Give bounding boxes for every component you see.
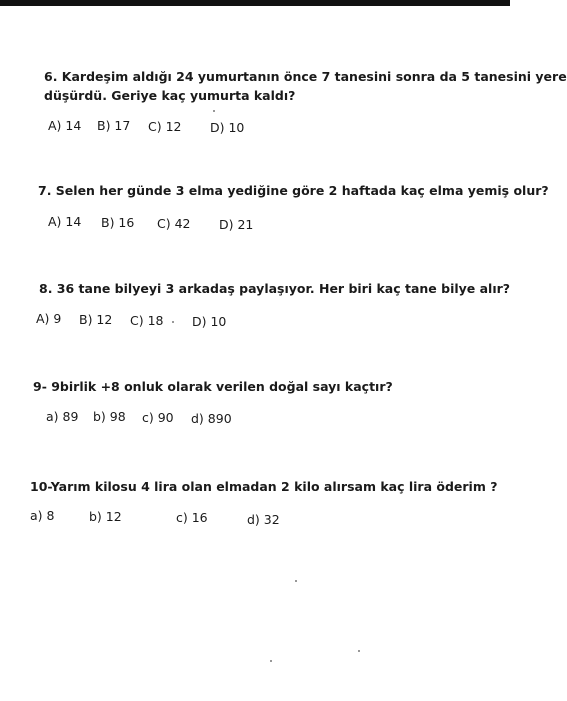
question-8-option-a: A) 9 [36,311,62,326]
scan-speck [270,660,272,662]
question-10-text: 10-Yarım kilosu 4 lira olan elmadan 2 kilo alırsam kaç lira öderim ? [30,479,498,494]
scan-speck [172,321,174,323]
scan-speck [358,650,360,652]
question-7-option-b: B) 16 [101,215,135,230]
scan-speck [295,580,297,582]
question-6-option-c: C) 12 [148,119,182,134]
question-9-option-c: c) 90 [142,410,174,425]
scan-speck [213,110,215,112]
question-9-option-b: b) 98 [93,409,126,424]
question-6-option-d: D) 10 [210,120,245,135]
question-6-line-2: düşürdü. Geriye kaç yumurta kaldı? [44,88,296,103]
question-10-option-b: b) 12 [89,509,122,524]
question-8-text: 8. 36 tane bilyeyi 3 arkadaş paylaşıyor. Her biri kaç tane bilye alır? [39,281,511,296]
scan-top-edge [0,0,510,6]
question-6-option-b: B) 17 [97,118,131,133]
question-10-option-a: a) 8 [30,508,55,523]
question-7-option-c: C) 42 [157,216,191,231]
question-8-option-d: D) 10 [192,314,227,329]
question-9-option-d: d) 890 [191,411,232,426]
question-10-option-d: d) 32 [247,512,280,527]
question-10-option-c: c) 16 [176,510,208,525]
question-7-option-a: A) 14 [48,214,82,229]
question-8-option-c: C) 18 [130,313,164,328]
question-6-line-1: 6. Kardeşim aldığı 24 yumurtanın önce 7 tanesini sonra da 5 tanesini yere [44,69,567,84]
question-8-option-b: B) 12 [79,312,113,327]
question-7-option-d: D) 21 [219,217,254,232]
question-9-option-a: a) 89 [46,409,79,424]
question-7-text: 7. Selen her günde 3 elma yediğine göre 2 haftada kaç elma yemiş olur? [38,183,549,198]
question-9-text: 9- 9birlik +8 onluk olarak verilen doğal sayı kaçtır? [33,379,393,394]
question-6-option-a: A) 14 [48,118,82,133]
